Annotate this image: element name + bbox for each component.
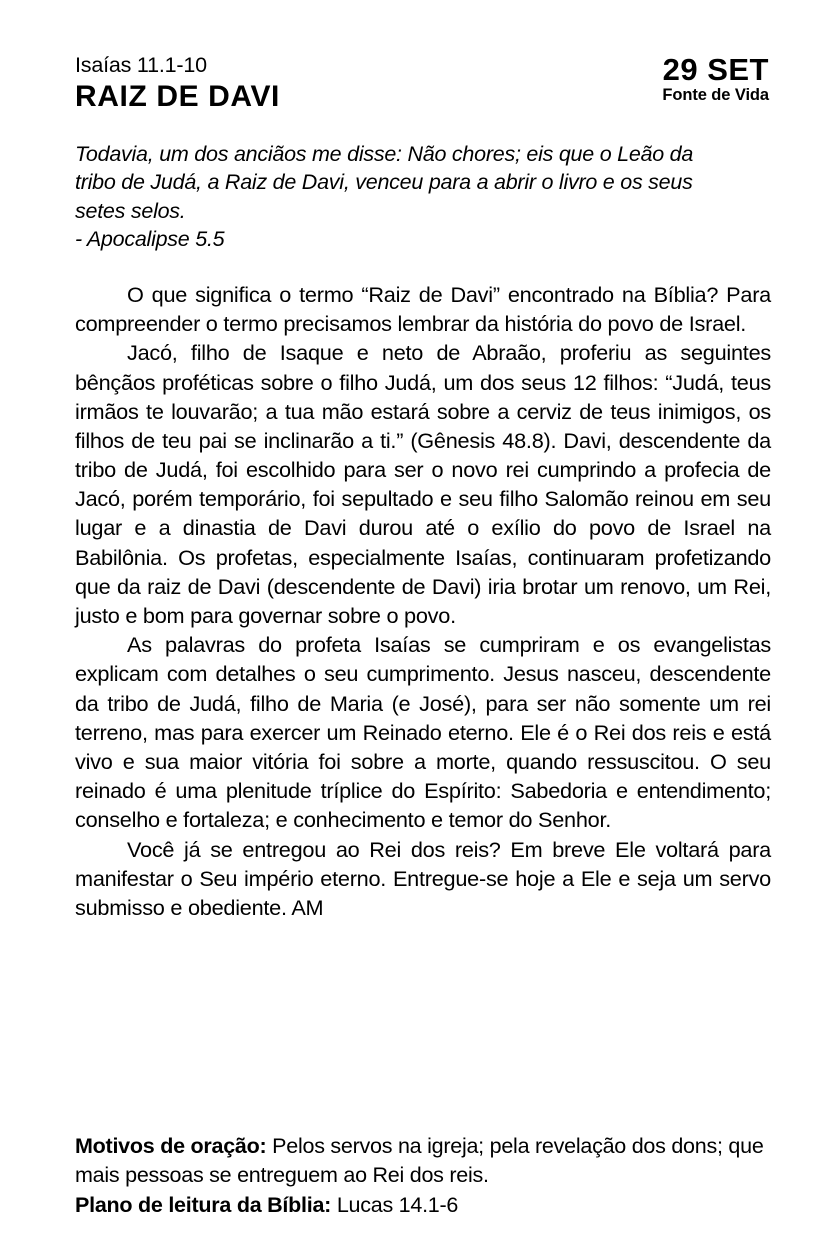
header-left (75, 52, 280, 114)
page-title: RAIZ DE DAVI (75, 80, 280, 114)
epigraph-block (75, 140, 771, 254)
date-label: 29 SET (662, 52, 769, 87)
page-header (75, 52, 771, 114)
epigraph-quote: Todavia, um dos anciãos me disse: Não chores; eis que o Leão da tribo de Judá, a Raiz de Davi, venceu para a abrir o livro e os seus setes selos. (75, 141, 694, 223)
epigraph-source: - Apocalipse 5.5 (75, 227, 225, 252)
brand-label: Fonte de Vida (662, 86, 769, 104)
header-right (662, 52, 771, 104)
scripture-reference: Isaías 11.1-10 (75, 53, 207, 77)
reading-plan-label: Plano de leitura da Bíblia: (75, 1193, 332, 1218)
prayer-topics (75, 1132, 775, 1189)
reading-plan (75, 1191, 775, 1220)
body-paragraph: Jacó, filho de Isaque e neto de Abraão, proferiu as seguintes bênçãos proféticas sobre o filho Judá, um dos seus 12 filhos: “Judá, teus irmãos te louvarão; a tua mão estará sobre a cerviz de teus inimigos, os filhos de teu pai se inclinarão a ti.” (Gênesis 48.8). Davi, descendente da tribo de Judá, foi escolhido para ser o novo rei cumprindo a profecia de Jacó, porém temporário, foi sepultado e seu filho Salomão reinou em seu lugar e a dinastia de Davi durou até o exílio do povo de Israel na Babilônia. Os profetas, especialmente Isaías, continuaram profetizando que da raiz de Davi (descendente de Davi) iria brotar um renovo, um Rei, justo e bom para governar sobre o povo. (75, 340, 771, 629)
reading-plan-text: Lucas 14.1-6 (331, 1193, 459, 1218)
prayer-topics-text: Pelos servos na igreja; pela revelação dos dons; que mais pessoas se entreguem ao Rei dos reis. (75, 1134, 764, 1187)
prayer-topics-label: Motivos de oração: (75, 1134, 267, 1158)
page-footer (75, 1132, 775, 1220)
body-paragraph: O que significa o termo “Raiz de Davi” encontrado na Bíblia? Para compreender o termo precisamos lembrar da história do povo de Israel. (75, 281, 771, 337)
body-paragraph: As palavras do profeta Isaías se cumpriram e os evangelistas explicam com detalhes o seu cumprimento. Jesus nasceu, descendente da tribo de Judá, filho de Maria (e José), para ser não somente um rei terreno, mas para exercer um Reinado eterno. Ele é o Rei dos reis e está vivo e sua maior vitória foi sobre a morte, quando ressuscitou. O seu reinado é uma plenitude tríplice do Espírito: Sabedoria e entendimento; conselho e fortaleza; e conhecimento e temor do Senhor. (75, 632, 771, 833)
article-body (75, 280, 771, 922)
body-paragraph: Você já se entregou ao Rei dos reis? Em breve Ele voltará para manifestar o Seu império eterno. Entregue-se hoje a Ele e seja um servo submisso e obediente. AM (75, 836, 771, 920)
